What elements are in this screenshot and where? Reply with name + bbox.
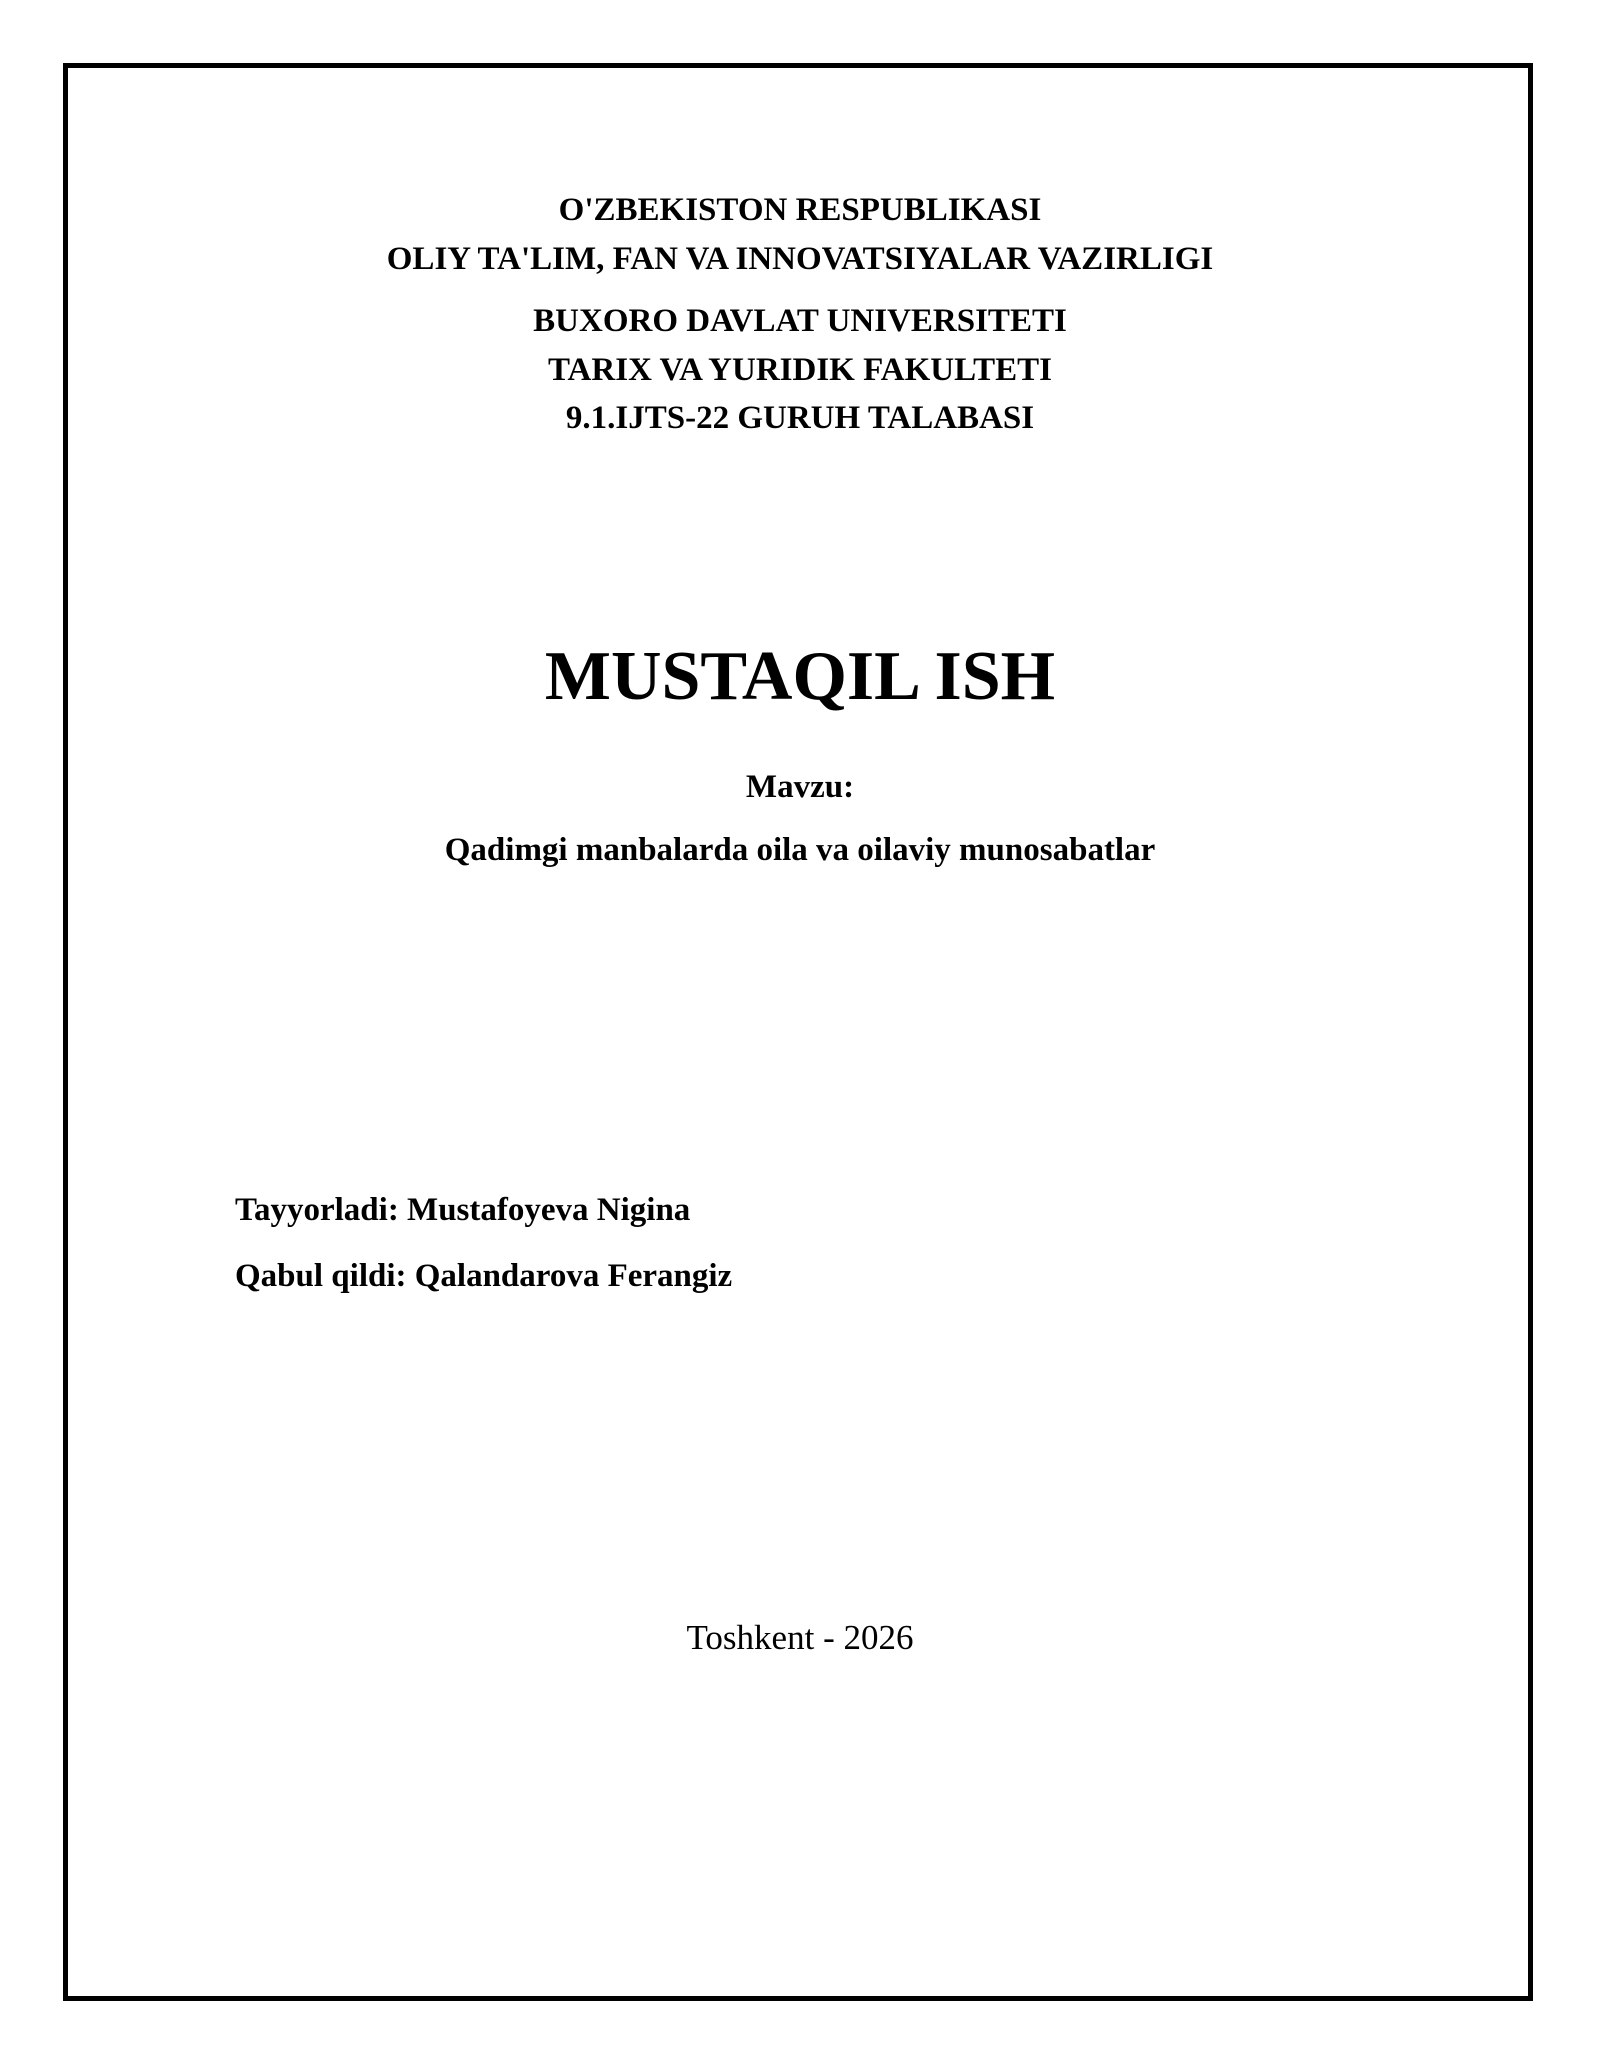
topic-label: Mavzu: bbox=[745, 769, 855, 805]
header-group: 9.1.IJTS-22 GURUH TALABASI bbox=[565, 400, 1035, 436]
footer-place-year: Toshkent - 2026 bbox=[686, 1618, 914, 1657]
topic-text: Qadimgi manbalarda oila va oilaviy munosabatlar bbox=[444, 832, 1156, 868]
document-title: MUSTAQIL ISH bbox=[544, 638, 1056, 715]
prepared-by: Tayyorladi: Mustafoyeva Nigina bbox=[235, 1192, 691, 1228]
accepted-by: Qabul qildi: Qalandarova Ferangiz bbox=[235, 1258, 733, 1294]
header-university: BUXORO DAVLAT UNIVERSITETI bbox=[533, 303, 1067, 339]
header-ministry: OLIY TA'LIM, FAN VA INNOVATSIYALAR VAZIRLIGI bbox=[386, 241, 1214, 277]
header-republic: O'ZBEKISTON RESPUBLIKASI bbox=[558, 192, 1042, 228]
header-faculty: TARIX VA YURIDIK FAKULTETI bbox=[548, 352, 1052, 388]
